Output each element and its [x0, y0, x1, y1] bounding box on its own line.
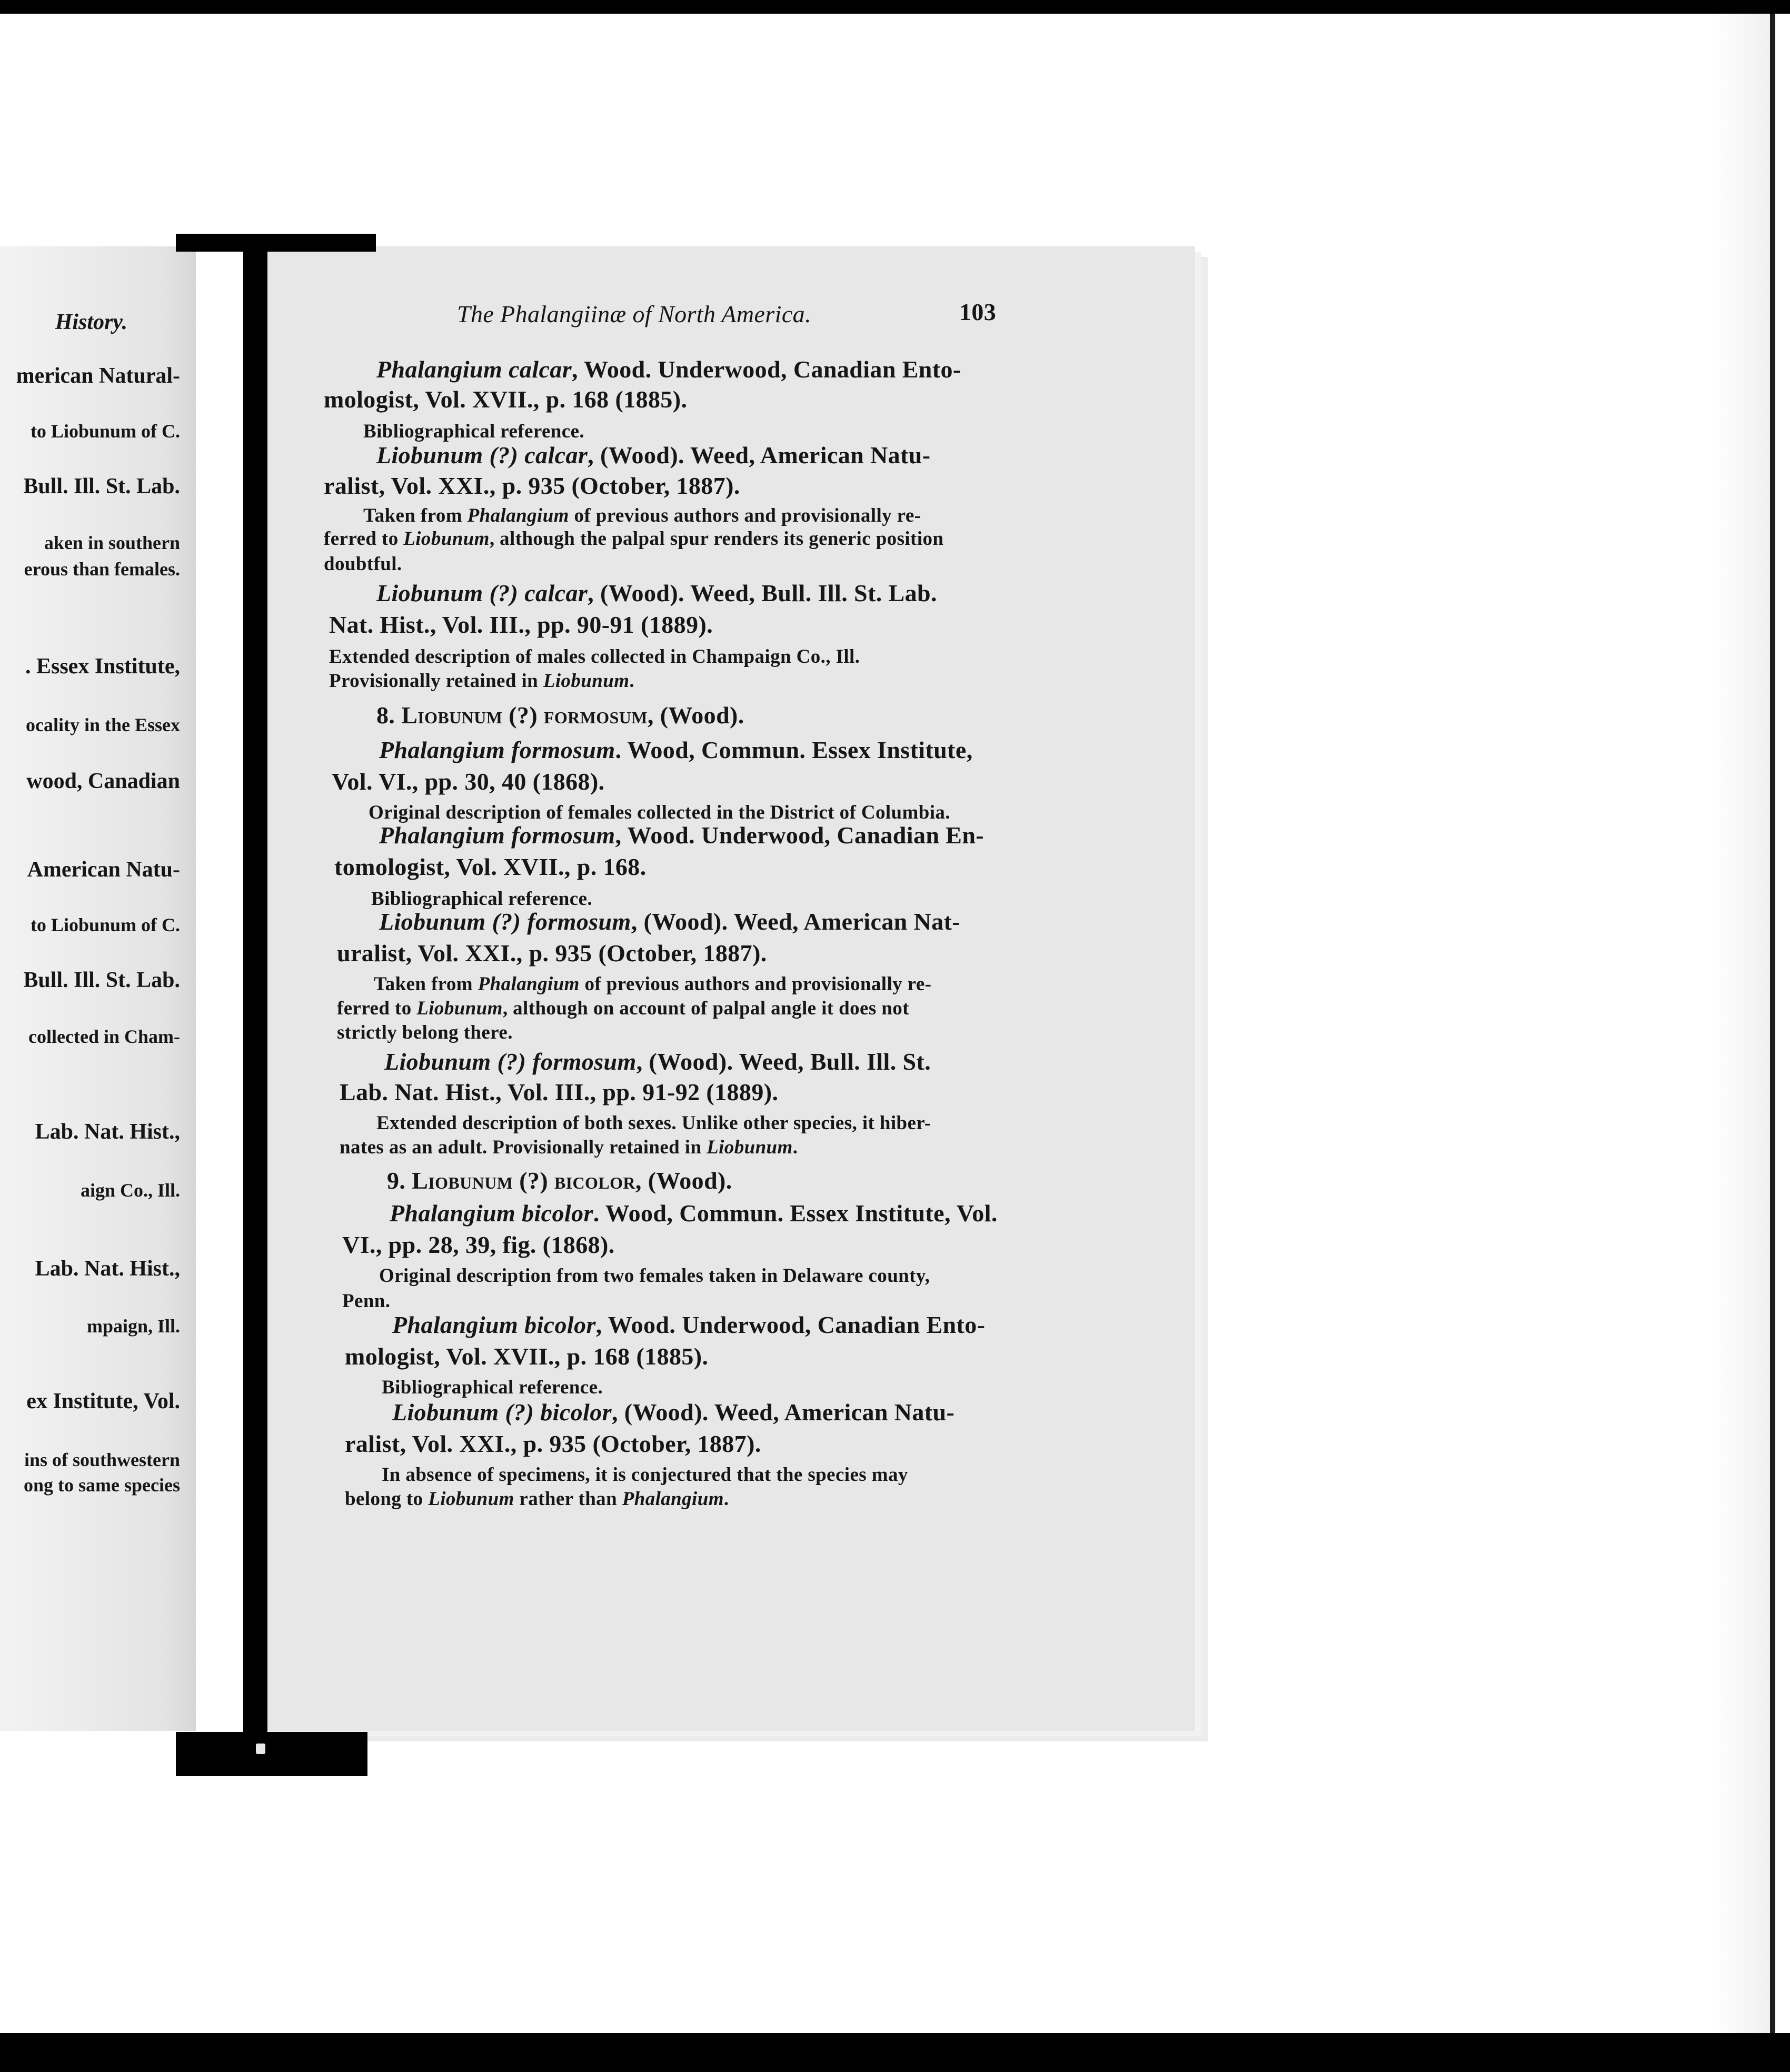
text-run: , (Wood). Weed, American Natu- [588, 442, 931, 469]
text-run: , (Wood). Weed, Bull. Ill. St. Lab. [588, 580, 937, 606]
left-page-line: ex Institute, Vol. [26, 1389, 180, 1413]
text-run: doubtful. [324, 553, 402, 575]
text-run: of previous authors and provisionally re- [569, 505, 921, 526]
left-page-line: aign Co., Ill. [80, 1180, 180, 1201]
annotation-line [324, 527, 943, 550]
citation-line [324, 385, 687, 413]
annotation-line [374, 973, 931, 995]
citation-line [340, 1078, 778, 1106]
text-run: , although on account of palpal angle it does not [502, 998, 909, 1019]
left-page-line: Bull. Ill. St. Lab. [23, 968, 180, 992]
text-run: Bibliographical reference. [382, 1377, 603, 1398]
text-run: Extended description of males collected in Champaign Co., Ill. [329, 646, 860, 668]
text-run: Taken from [374, 973, 478, 995]
annotation-line [329, 645, 860, 668]
left-page-line: American Natu- [27, 858, 180, 882]
text-run: ralist, Vol. XXI., p. 935 (October, 1887). [345, 1430, 761, 1457]
text-run: , (Wood). Weed, Bull. Ill. St. [636, 1048, 931, 1075]
taxon-name: Phalangium bicolor [392, 1311, 596, 1338]
annotation-line [345, 1488, 729, 1510]
annotation-line [382, 1463, 908, 1486]
taxon-name: Liobunum [416, 998, 503, 1019]
left-page-line: ins of southwestern [24, 1449, 180, 1470]
citation-line [379, 821, 984, 849]
text-run: mologist, Vol. XVII., p. 168 (1885). [324, 386, 688, 413]
text-run: tomologist, Vol. XVII., p. 168. [334, 853, 647, 880]
text-run: Penn. [342, 1290, 391, 1312]
text-run: 8. [376, 702, 402, 729]
annotation-line [337, 1021, 513, 1044]
text-run: rather than [514, 1488, 622, 1510]
left-page-line: . Essex Institute, [25, 654, 180, 679]
left-page-line: Lab. Nat. Hist., [35, 1120, 180, 1144]
taxon-name: Liobunum (?) calcar [376, 580, 588, 606]
citation-line [387, 1167, 732, 1194]
citation-line [329, 611, 713, 639]
species-heading: Liobunum (?) bicolor [412, 1167, 635, 1194]
text-run: , Wood. Underwood, Canadian En- [615, 822, 984, 849]
text-run: , (Wood). [647, 702, 744, 729]
left-page-line: Bull. Ill. St. Lab. [23, 474, 180, 499]
citation-line [376, 355, 961, 383]
text-run: ferred to [324, 528, 404, 550]
left-page-line: Lab. Nat. Hist., [35, 1257, 180, 1281]
annotation-line [329, 670, 634, 692]
left-page-line: mpaign, Ill. [86, 1316, 180, 1337]
text-run: . Wood, Commun. Essex Institute, Vol. [593, 1200, 998, 1227]
taxon-name: Liobunum (?) calcar [376, 442, 588, 469]
text-run: mologist, Vol. XVII., p. 168 (1885). [345, 1343, 709, 1370]
citation-line [376, 701, 744, 729]
text-run: Nat. Hist., Vol. III., pp. 90-91 (1889). [329, 611, 713, 638]
page-number: 103 [959, 298, 997, 325]
taxon-name: Liobunum (?) formosum [384, 1048, 637, 1075]
annotation-line [337, 997, 909, 1020]
left-page-line: wood, Canadian [26, 769, 180, 793]
text-run: nates as an adult. Provisionally retained in [340, 1137, 707, 1158]
taxon-name: Liobunum (?) bicolor [392, 1399, 612, 1426]
left-page-line: erous than females. [24, 559, 180, 580]
text-run: , (Wood). [635, 1167, 732, 1194]
text-run: Bibliographical reference. [363, 421, 585, 442]
annotation-line [376, 1112, 931, 1134]
text-run: . [629, 670, 635, 692]
left-page-line: to Liobunum of C. [30, 914, 180, 935]
annotation-line [379, 1264, 930, 1287]
text-run: , although the palpal spur renders its generic position [489, 528, 944, 550]
text-run: . [792, 1137, 798, 1158]
taxon-name: Phalangium formosum [379, 736, 615, 763]
annotation-line [363, 420, 584, 443]
annotation-line [363, 504, 921, 527]
citation-line [384, 1048, 931, 1075]
citation-line [376, 579, 937, 607]
text-run: . Wood, Commun. Essex Institute, [615, 736, 973, 763]
taxon-name: Liobunum [707, 1137, 793, 1158]
citation-line [390, 1199, 998, 1227]
text-run: Taken from [363, 505, 468, 526]
text-run: Lab. Nat. Hist., Vol. III., pp. 91-92 (1889). [340, 1079, 779, 1105]
taxon-name: Liobunum [428, 1488, 514, 1510]
text-run: strictly belong there. [337, 1022, 513, 1043]
taxon-name: Phalangium [478, 973, 580, 995]
text-run: VI., pp. 28, 39, fig. (1868). [342, 1231, 615, 1258]
text-run: 9. [387, 1167, 412, 1194]
taxon-name: Liobunum [403, 528, 490, 550]
annotation-line [324, 553, 402, 575]
citation-line [334, 853, 647, 881]
citation-line [379, 736, 973, 764]
left-page-line: ocality in the Essex [26, 714, 180, 735]
citation-line [345, 1430, 761, 1458]
left-page-line: aken in southern [44, 532, 180, 553]
left-page-line: merican Natural- [16, 364, 180, 388]
text-run: Extended description of both sexes. Unlike other species, it hiber- [376, 1112, 931, 1134]
running-head: The Phalangiinæ of North America. [457, 301, 811, 327]
text-run: Original description from two females taken in Delaware county, [379, 1265, 930, 1287]
left-page-line: collected in Cham- [28, 1026, 180, 1047]
annotation-line [340, 1136, 798, 1159]
text-run: , (Wood). Weed, American Nat- [631, 908, 961, 935]
species-heading: Liobunum (?) formosum [401, 702, 648, 729]
text-run: Provisionally retained in [329, 670, 543, 692]
taxon-name: Liobunum [543, 670, 630, 692]
citation-line [376, 441, 930, 469]
left-page-line: ong to same species [24, 1475, 180, 1496]
citation-line [332, 768, 605, 795]
text-run: In absence of specimens, it is conjectured that the species may [382, 1464, 908, 1486]
text-run: . [723, 1488, 729, 1510]
text-run: of previous authors and provisionally re- [579, 973, 932, 995]
text-run: , (Wood). Weed, American Natu- [611, 1399, 955, 1426]
citation-line [337, 939, 767, 967]
annotation-line [342, 1290, 390, 1312]
citation-line [392, 1311, 985, 1339]
taxon-name: Phalangium bicolor [390, 1200, 593, 1227]
citation-line [392, 1398, 954, 1426]
annotation-line [369, 801, 950, 824]
citation-line [345, 1342, 708, 1370]
annotation-line [371, 888, 592, 910]
text-run: , Wood. Underwood, Canadian Ento- [595, 1311, 986, 1338]
left-page-line: to Liobunum of C. [30, 421, 180, 442]
text-run: , Wood. Underwood, Canadian Ento- [572, 356, 961, 383]
left-page-header: History. [55, 310, 127, 334]
text-run: Original description of females collected in the District of Columbia. [369, 802, 950, 823]
taxon-name: Phalangium [622, 1488, 724, 1510]
taxon-name: Phalangium [467, 505, 569, 526]
citation-line [342, 1231, 615, 1259]
text-run: belong to [345, 1488, 429, 1510]
taxon-name: Phalangium formosum [379, 822, 615, 849]
text-run: Bibliographical reference. [371, 888, 593, 910]
citation-line [324, 472, 740, 500]
taxon-name: Liobunum (?) formosum [379, 908, 631, 935]
text-run: ferred to [337, 998, 417, 1019]
text-run: ralist, Vol. XXI., p. 935 (October, 1887). [324, 472, 740, 499]
citation-line [379, 908, 960, 935]
text-run: Vol. VI., pp. 30, 40 (1868). [332, 768, 605, 795]
taxon-name: Phalangium calcar [376, 356, 572, 383]
annotation-line [382, 1376, 603, 1399]
text-run: uralist, Vol. XXI., p. 935 (October, 1887). [337, 940, 767, 967]
